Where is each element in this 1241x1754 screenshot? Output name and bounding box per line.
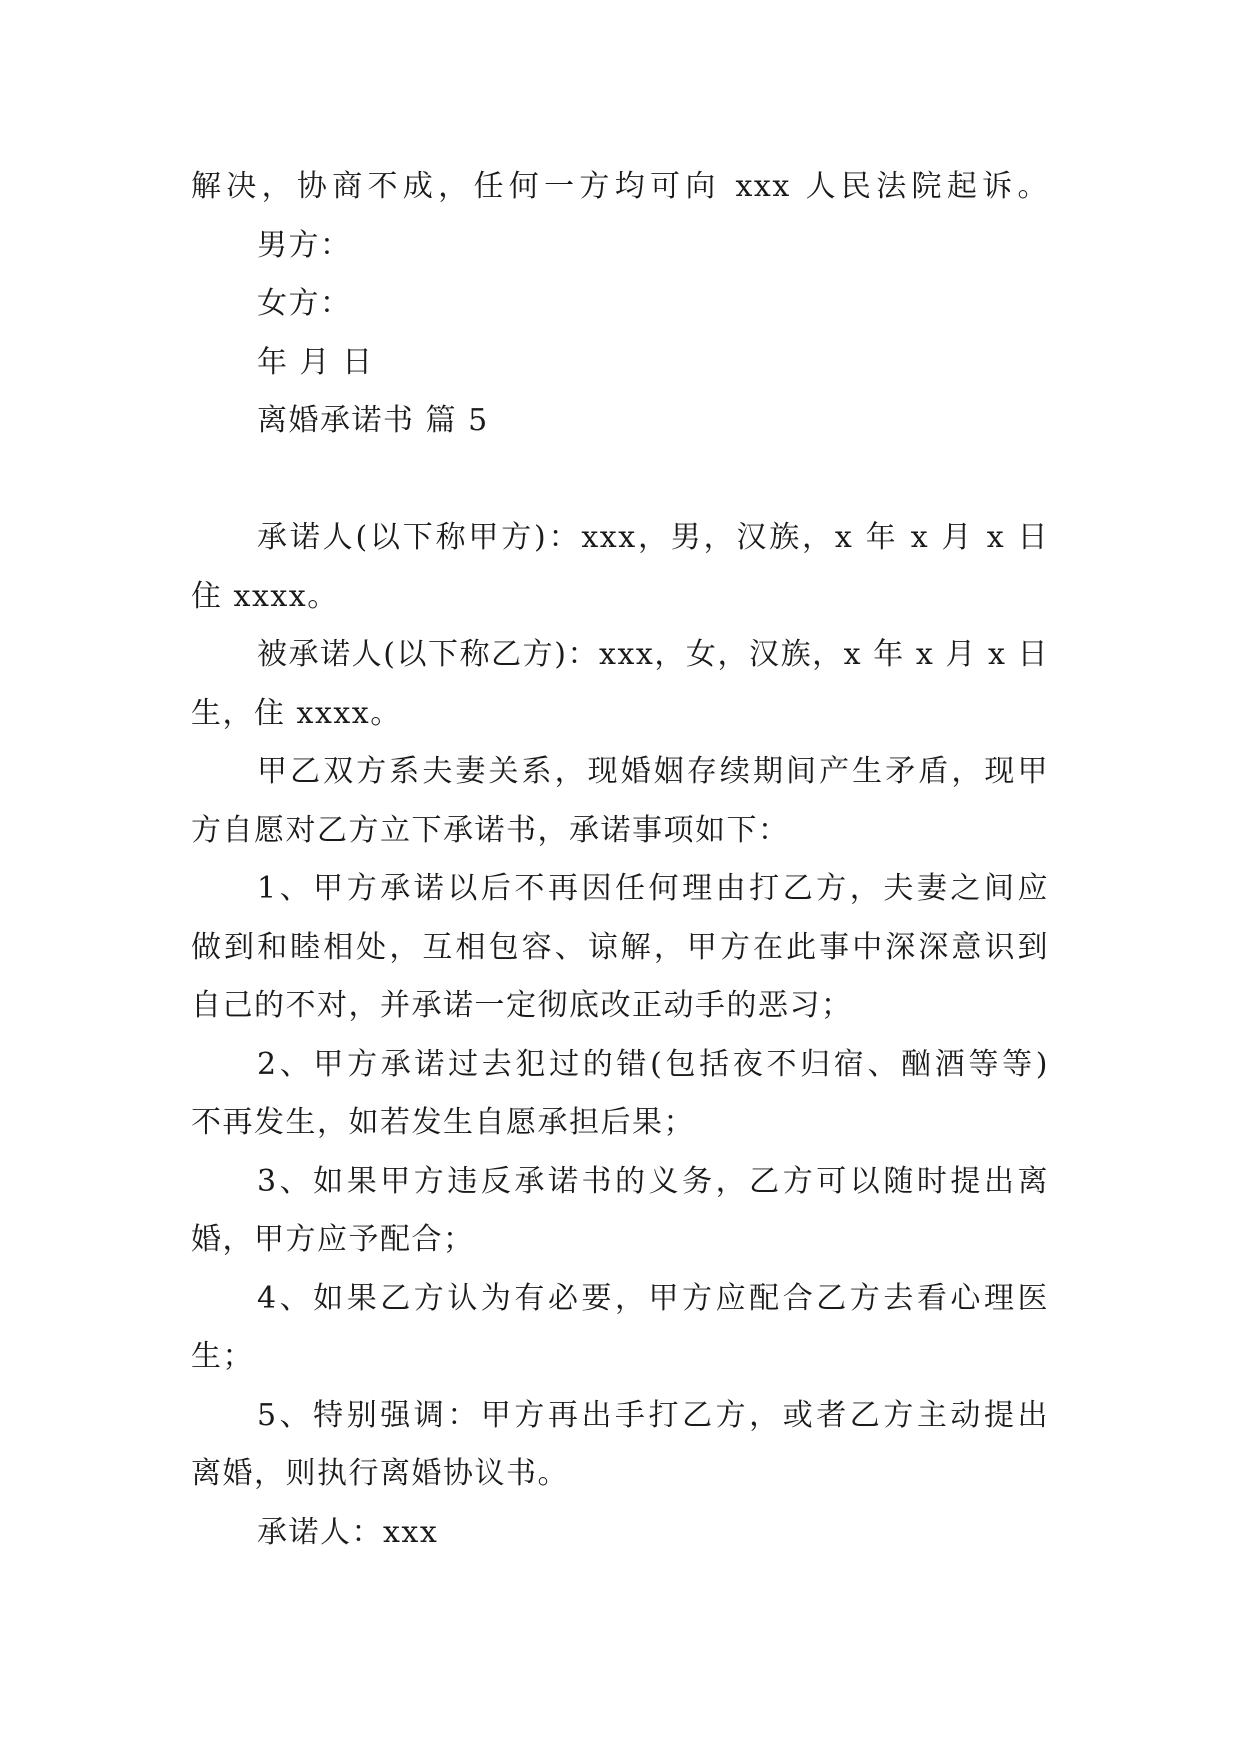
text-line: 生； [191,1339,254,1374]
text-line: 做到和睦相处，互相包容、谅解，甲方在此事中深深意识到 [191,929,1049,965]
signature-male-label: 男方： [257,227,352,263]
text-line: 1、甲方承诺以后不再因任何理由打乙方，夫妻之间应 [257,871,1049,906]
text-line: 4、如果乙方认为有必要，甲方应配合乙方去看心理医 [257,1280,1049,1316]
signature-promisor-label: 承诺人：xxx [257,1514,439,1550]
text-line: 婚，甲方应予配合； [191,1222,475,1257]
date-placeholder: 年 月 日 [257,344,374,380]
text-line: 自己的不对，并承诺一定彻底改正动手的恶习； [191,988,853,1023]
text-line: 不再发生，如若发生自愿承担后果； [191,1105,695,1140]
text-line: 离婚，则执行离婚协议书。 [191,1456,569,1491]
text-line: 被承诺人(以下称乙方)：xxx，女，汉族，x 年 x 月 x 日 [257,637,1049,672]
text-line: 方自愿对乙方立下承诺书，承诺事项如下： [191,812,790,848]
text-line: 承诺人(以下称甲方)：xxx，男，汉族，x 年 x 月 x 日 [257,520,1049,555]
spacer [191,451,1049,510]
document-body [191,158,1049,1562]
signature-female-label: 女方： [257,286,352,321]
text-line: 解决，协商不成，任何一方均可向 xxx 人民法院起诉。 [191,169,1049,204]
text-line: 5、特别强调：甲方再出手打乙方，或者乙方主动提出 [257,1397,1049,1433]
text-line: 2、甲方承诺过去犯过的错(包括夜不归宿、酗酒等等) [257,1046,1049,1082]
text-line: 住 xxxx。 [191,578,339,614]
text-line: 3、如果甲方违反承诺书的义务，乙方可以随时提出离 [257,1163,1049,1199]
section-title: 离婚承诺书 篇 5 [257,403,489,438]
text-line: 甲乙双方系夫妻关系，现婚姻存续期间产生矛盾，现甲 [257,754,1049,789]
text-line: 生，住 xxxx。 [191,695,402,731]
